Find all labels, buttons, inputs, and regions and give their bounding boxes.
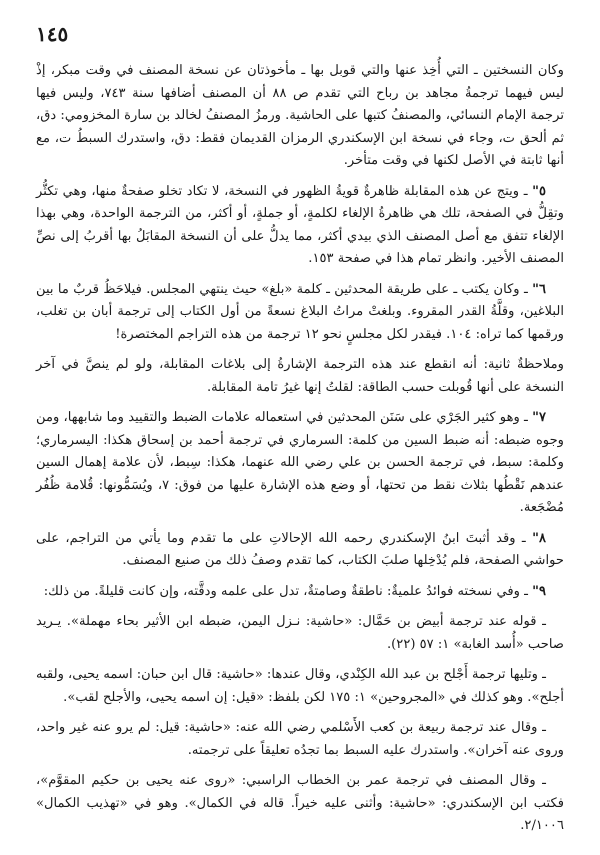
- paragraph-text: وكان النسختين ـ التي أُخِذ عنها والتي قوبل بها ـ مأخوذتان عن نسخة المصنف في وقت مبكر، إذْ ليس فيهما ترجمةُ مجاهد بن رباح التي تقدم ص ٨٨ أن المصنف أضافها سنة ٧٤٣، وليس فيها ترجمة الإمام النسائي، والمصنفُ كتبها على الحاشية. ورمزُ المصنفُ لخالد بن سارة المخزومي: دق، ثم ألحق ت، وجاء في نسخة ابن الإسكندري الرمزان القديمان فقط: دق، واستدرك السبطُ ت، مع أنها ثابتة في الأصل لكنها في وقت متأخر.: [36, 63, 565, 168]
- paragraph-text: ـ وهو كثير الجَرْي على سَنَن المحدثين في استعماله علامات الضبط والتقييد وما شابهها، ومن وجوه ضبطه: أنه ضبط السين من كلمة: السرماري في ترجمة أحمد بن إسحاق هكذا: اليسرماري؛ وكلمة: سبط، في ترجمة الحسن بن علي رضي الله عنهما، هكذا: سِبط، لأن علامة إهمال السين عندهم نَقْطُها بثلاث نقط من تحتها، أو وضع هذه الإشارة عليها من فوق: ٧، ويُسَمُّونها: قُلامة ظُفُر مُضْجَعة.: [36, 410, 564, 515]
- page-body: [36, 60, 564, 838]
- paragraph-9: [36, 581, 564, 604]
- paragraph-number: ٦": [532, 281, 546, 297]
- paragraph-7: [36, 407, 564, 520]
- paragraph-text: ـ وكان يكتب ـ على طريقة المحدثين ـ كلمة «بلغ» حيث ينتهي المجلس. فيلاحَظُ قربٌ ما بين البلاغين، وقلَّةُ القدر المقروء. وبلغتْ مراتُ البلاغ نسعةً من أول الكتاب إلى ترجمة أبان بن تغلب، ورقمها كما تراه: ١٠٤. فيقدر لكل مجلسٍ نحو ١٢ ترجمة من هذه التراجم المختصرة!: [36, 281, 564, 342]
- paragraph-text: ـ وقد أثبتَ ابنُ الإسكندري رحمه الله الإحالاتِ على ما تقدم وما يأتي من التراجم، على حواشي الصفحة، فلم يُدْخِلها صلبَ الكتاب، كما تقدم وصفُ ذلك من صنيع المصنف.: [36, 530, 564, 568]
- paragraph-text: ـ وقال عند ترجمة ربيعة بن كعب الأَسْلمي رضي الله عنه: «حاشية: قيل: لم يرو عنه غير واحد، وروى عنه آخران». واستدرك عليه السبط بما تجدُه تعليقاً على ترجمته.: [36, 720, 564, 758]
- paragraph-text: ـ قوله عند ترجمة أبيض بن حَمَّال: «حاشية: نـزل اليمن، ضبطه ابن الأثير بحاء مهملة». يـريد صاحب «أُسد الغابة» ١: ٥٧ (٢٢).: [36, 614, 564, 652]
- paragraph-text: ـ وفي نسخته فوائدُ علميةٌ: ناطقةٌ وصامتةٌ، تدل على علمه ودقَّته، وإن كانت قليلةً. من ذلك:: [43, 583, 528, 599]
- paragraph-8: [36, 528, 564, 573]
- paragraph-number: ٨": [532, 530, 546, 546]
- paragraph-intro: [36, 60, 564, 173]
- paragraph-second-note: [36, 354, 564, 399]
- list-item-rabia: [36, 717, 564, 762]
- paragraph-text: ـ ويتج عن هذه المقابلة ظاهرةٌ قويةُ الظهور في النسخة، لا تكاد تخلو صفحةٌ منها، وهي تكثُّر وتقِلُّ في الصفحة، تلك هي ظاهرةُ الإلغاء لكلمةٍ، أو جملةٍ، أو أكثر، من الترجمة الواحدة، وهي بهذا الإلغاء تتفق مع أصل المصنف الذي بيدي أكثر، مما يدلُّ على أن النسخة المقابَلُ بها أقربُ إلى نصِّ المصنف الأخير. وانظر تمام هذا في صفحة ١٥٣.: [36, 183, 564, 266]
- paragraph-text: وملاحظةٌ ثانية: أنه انقطع عند هذه الترجمة الإشارةُ إلى بلاغات المقابلة، ولو لم ينصَّ في آخر النسخة على أنها قُوبلت حسب الطاقة: لقلتُ إنها غيرُ تامة المقابلة.: [36, 357, 564, 395]
- paragraph-text: ـ وقال المصنف في ترجمة عمر بن الخطاب الراسبي: «روى عنه يحيى بن حكيم المقوَّم»، فكتب ابن الإسكندري: «حاشية: وأثنى عليه خيراً. قاله في الكمال». وهو في «تهذيب الكمال» ٢/١٠٠٦.: [36, 773, 564, 833]
- list-item-abyad: [36, 611, 564, 656]
- paragraph-number: ٩": [532, 583, 546, 599]
- list-item-ajlah: [36, 664, 564, 709]
- paragraph-number: ٥": [532, 183, 546, 199]
- paragraph-6: [36, 279, 564, 347]
- list-item-umar: [36, 770, 564, 838]
- paragraph-text: ـ وتليها ترجمة أَجْلح بن عبد الله الكِنْدي، وقال عندها: «حاشية: قال ابن حبان: اسمه يحيى، ولقبه أجلح». وهو كذلك في «المجروحين» ١: ١٧٥ لكن بلفظ: «قيل: إن اسمه يحيى، والأجلح لقب».: [35, 667, 564, 705]
- page-number: ١٤٥: [36, 22, 69, 46]
- paragraph-5: [36, 181, 564, 271]
- paragraph-number: ٧": [532, 410, 546, 425]
